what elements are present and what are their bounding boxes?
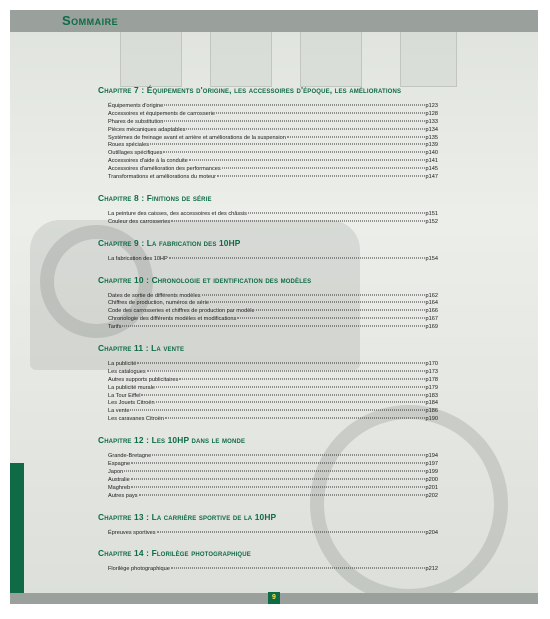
toc-entry — [108, 385, 438, 393]
background-window — [210, 30, 272, 87]
toc-entry-page: p152 — [425, 218, 438, 225]
toc-entry — [108, 135, 438, 143]
chapter-title: La fabrication des 10HP — [146, 237, 241, 248]
dot-leader — [137, 363, 424, 364]
chapter-label: Chapitre 9 : — [98, 237, 145, 248]
toc-entry — [108, 324, 438, 332]
toc-entry — [108, 361, 438, 369]
toc-entry-page: p151 — [425, 210, 438, 217]
toc-entry-label: Couleur des carrosseries — [108, 218, 171, 225]
left-accent-stripe — [10, 463, 24, 604]
toc-entry-label: Outillages spécifiques — [108, 150, 163, 157]
toc-entry-label: Autres pays — [108, 492, 138, 499]
dot-leader — [152, 455, 424, 456]
toc-entry-label: Accessoires d'aide à la conduite — [108, 158, 188, 165]
chapter-entries — [108, 293, 438, 332]
toc-entry-label: Espagne — [108, 461, 131, 468]
toc-entry-page: p179 — [425, 384, 438, 391]
chapter-heading — [98, 511, 438, 524]
toc-entry-page: p200 — [425, 476, 438, 483]
toc-entry-label: Chiffres de production, numéros de série — [108, 300, 209, 307]
toc-entry-label: Code des carrosseries et chiffres de production par modèle — [108, 308, 255, 315]
toc-entry-page: p147 — [425, 174, 438, 181]
toc-entry-page: p135 — [425, 134, 438, 141]
chapter-title: La carrière sportive de la 10HP — [151, 511, 277, 522]
dot-leader — [156, 386, 425, 387]
dot-leader — [217, 176, 425, 177]
toc-entry-page: p154 — [425, 255, 438, 262]
toc-entry-page: p199 — [425, 468, 438, 475]
dot-leader — [216, 112, 425, 113]
toc-entry — [108, 416, 438, 424]
background-window — [400, 30, 457, 87]
dot-leader — [150, 144, 425, 145]
toc-entry-page: p139 — [425, 142, 438, 149]
dot-leader — [287, 136, 425, 137]
chapter-heading — [98, 84, 438, 97]
dot-leader — [179, 378, 424, 379]
dot-leader — [169, 257, 425, 258]
toc-entry — [108, 566, 438, 574]
dot-leader — [164, 120, 424, 121]
toc-entry — [108, 127, 438, 135]
toc-entry-page: p212 — [425, 566, 438, 573]
chapter-section — [98, 84, 438, 182]
chapter-title: Équipements d'origine, les accessoires d'époque, les améliorations — [146, 85, 402, 95]
dot-leader — [248, 212, 425, 213]
toc-entry-label: Tarifs — [108, 324, 122, 331]
toc-entry-label: Épreuves sportives — [108, 529, 156, 536]
toc-entry-page: p128 — [425, 110, 438, 117]
dot-leader — [189, 160, 425, 161]
dot-leader — [237, 318, 424, 319]
dot-leader — [131, 486, 424, 487]
toc-entry — [108, 453, 438, 461]
page-title: Sommaire — [62, 13, 119, 28]
chapter-title: Finitions de série — [146, 192, 212, 203]
chapter-entries — [108, 530, 438, 538]
toc-entry — [108, 142, 438, 150]
toc-entry — [108, 316, 438, 324]
toc-entry-label: Florilège photographique — [108, 566, 170, 573]
toc-entry-label: Accessoires et équipements de carrosserie — [108, 110, 215, 117]
chapter-label: Chapitre 11 : — [98, 343, 149, 354]
toc-entry-page: p194 — [425, 453, 438, 460]
dot-leader — [163, 152, 424, 153]
dot-leader — [131, 463, 424, 464]
toc-entry-label: Phares de substitution — [108, 118, 164, 125]
dot-leader — [210, 302, 425, 303]
chapter-entries — [108, 361, 438, 424]
toc-entry — [108, 469, 438, 477]
dot-leader — [156, 402, 425, 403]
toc-entry-page: p162 — [425, 292, 438, 299]
toc-entry-label: La publicité murale — [108, 384, 155, 391]
toc-entry-label: La fabrication des 10HP — [108, 255, 168, 262]
toc-entry-page: p204 — [425, 529, 438, 536]
chapter-entries — [108, 453, 438, 500]
toc-entry-label: Les caravanes Citroën — [108, 416, 164, 423]
chapter-section — [98, 237, 438, 264]
chapter-heading — [98, 342, 438, 355]
toc-entry-label: Chronologie des différents modèles et modifications — [108, 316, 237, 323]
toc-entry — [108, 256, 438, 264]
chapter-heading — [98, 434, 438, 447]
table-of-contents — [98, 84, 438, 584]
toc-entry-page: p197 — [425, 461, 438, 468]
chapter-heading — [98, 547, 438, 560]
toc-entry-label: La publicité — [108, 361, 137, 368]
toc-entry-page: p178 — [425, 376, 438, 383]
toc-entry — [108, 119, 438, 127]
toc-entry-page: p184 — [425, 400, 438, 407]
dot-leader — [130, 410, 424, 411]
chapter-title: Les 10HP dans le monde — [151, 435, 246, 446]
page-number: 9 — [268, 592, 280, 604]
toc-entry — [108, 461, 438, 469]
toc-entry — [108, 211, 438, 219]
toc-entry-page: p141 — [425, 158, 438, 165]
toc-entry — [108, 477, 438, 485]
toc-entry — [108, 408, 438, 416]
toc-entry-label: Autres supports publicitaires — [108, 376, 179, 383]
toc-entry-label: Systèmes de freinage avant et arrière et améliorations de la suspension — [108, 134, 286, 141]
toc-entry-page: p190 — [425, 416, 438, 423]
dot-leader — [122, 326, 424, 327]
toc-entry — [108, 377, 438, 385]
dot-leader — [165, 418, 425, 419]
toc-entry-label: Les catalogues — [108, 368, 146, 375]
toc-entry — [108, 293, 438, 301]
toc-entry-label: Australie — [108, 476, 130, 483]
toc-entry — [108, 219, 438, 227]
chapter-heading — [98, 237, 438, 250]
chapter-heading — [98, 274, 438, 287]
toc-entry-page: p166 — [425, 308, 438, 315]
chapter-label: Chapitre 14 : — [98, 548, 150, 559]
chapter-title: La vente — [151, 343, 185, 354]
toc-entry-page: p173 — [425, 368, 438, 375]
toc-entry-page: p170 — [425, 361, 438, 368]
toc-entry — [108, 300, 438, 308]
dot-leader — [139, 494, 425, 495]
chapter-section — [98, 274, 438, 332]
dot-leader — [164, 105, 424, 106]
dot-leader — [202, 294, 425, 295]
document-page — [10, 10, 538, 604]
toc-entry-page: p183 — [425, 392, 438, 399]
toc-entry — [108, 369, 438, 377]
toc-entry-label: Pièces mécaniques adaptables — [108, 126, 186, 133]
chapter-label: Chapitre 8 : — [98, 192, 145, 203]
chapter-title: Florilège photographique — [151, 548, 251, 559]
toc-entry — [108, 400, 438, 408]
chapter-title: Chronologie et identification des modèles — [151, 274, 312, 285]
toc-entry-label: La Tour Eiffel — [108, 392, 141, 399]
toc-entry-page: p134 — [425, 126, 438, 133]
chapter-entries — [108, 566, 438, 574]
toc-entry-label: Les Jouets Citroën — [108, 400, 155, 407]
toc-entry — [108, 530, 438, 538]
chapter-entries — [108, 256, 438, 264]
toc-entry-page: p167 — [425, 316, 438, 323]
toc-entry-label: Maghreb — [108, 484, 131, 491]
dot-leader — [157, 531, 425, 532]
dot-leader — [141, 394, 424, 395]
toc-entry — [108, 158, 438, 166]
chapter-section — [98, 511, 438, 538]
background-window — [120, 30, 182, 87]
toc-entry — [108, 166, 438, 174]
toc-entry-label: Japon — [108, 468, 124, 475]
chapter-label: Chapitre 12 : — [98, 435, 150, 446]
toc-entry-label: La vente — [108, 408, 130, 415]
toc-entry-page: p133 — [425, 118, 438, 125]
toc-entry-label: Grande-Bretagne — [108, 453, 152, 460]
toc-entry-label: Roues spéciales — [108, 142, 150, 149]
dot-leader — [256, 310, 425, 311]
toc-entry — [108, 493, 438, 501]
chapter-heading — [98, 192, 438, 205]
toc-entry — [108, 308, 438, 316]
dot-leader — [171, 568, 425, 569]
toc-entry-page: p123 — [425, 103, 438, 109]
dot-leader — [186, 128, 424, 129]
toc-entry — [108, 111, 438, 119]
toc-entry-page: p140 — [425, 150, 438, 157]
toc-entry-page: p186 — [425, 408, 438, 415]
toc-entry — [108, 485, 438, 493]
toc-entry-page: p202 — [425, 492, 438, 499]
dot-leader — [147, 370, 425, 371]
chapter-section — [98, 434, 438, 500]
background-window — [300, 30, 362, 87]
chapter-section — [98, 192, 438, 227]
toc-entry-label: Accessoires d'amélioration des performances — [108, 166, 221, 173]
chapter-label: Chapitre 13 : — [98, 511, 150, 522]
chapter-section — [98, 342, 438, 424]
toc-entry-label: Équipements d'origine — [108, 103, 164, 109]
toc-entry — [108, 393, 438, 401]
toc-entry — [108, 174, 438, 182]
chapter-section — [98, 547, 438, 574]
chapter-label: Chapitre 10 : — [98, 274, 150, 285]
dot-leader — [131, 478, 425, 479]
dot-leader — [222, 168, 425, 169]
toc-entry-page: p145 — [425, 166, 438, 173]
toc-entry — [108, 150, 438, 158]
dot-leader — [171, 220, 424, 221]
toc-entry-label: Transformations et améliorations du moteur — [108, 174, 216, 181]
toc-entry-page: p169 — [425, 324, 438, 331]
dot-leader — [124, 470, 424, 471]
toc-entry-page: p201 — [425, 484, 438, 491]
toc-entry-page: p164 — [425, 300, 438, 307]
toc-entry — [108, 103, 438, 111]
toc-entry-label: Dates de sortie de différents modèles — [108, 292, 201, 299]
chapter-label: Chapitre 7 : — [98, 85, 145, 95]
chapter-entries — [108, 211, 438, 227]
toc-entry-label: La peinture des caisses, des accessoires et des châssis — [108, 210, 247, 217]
chapter-entries — [108, 103, 438, 182]
